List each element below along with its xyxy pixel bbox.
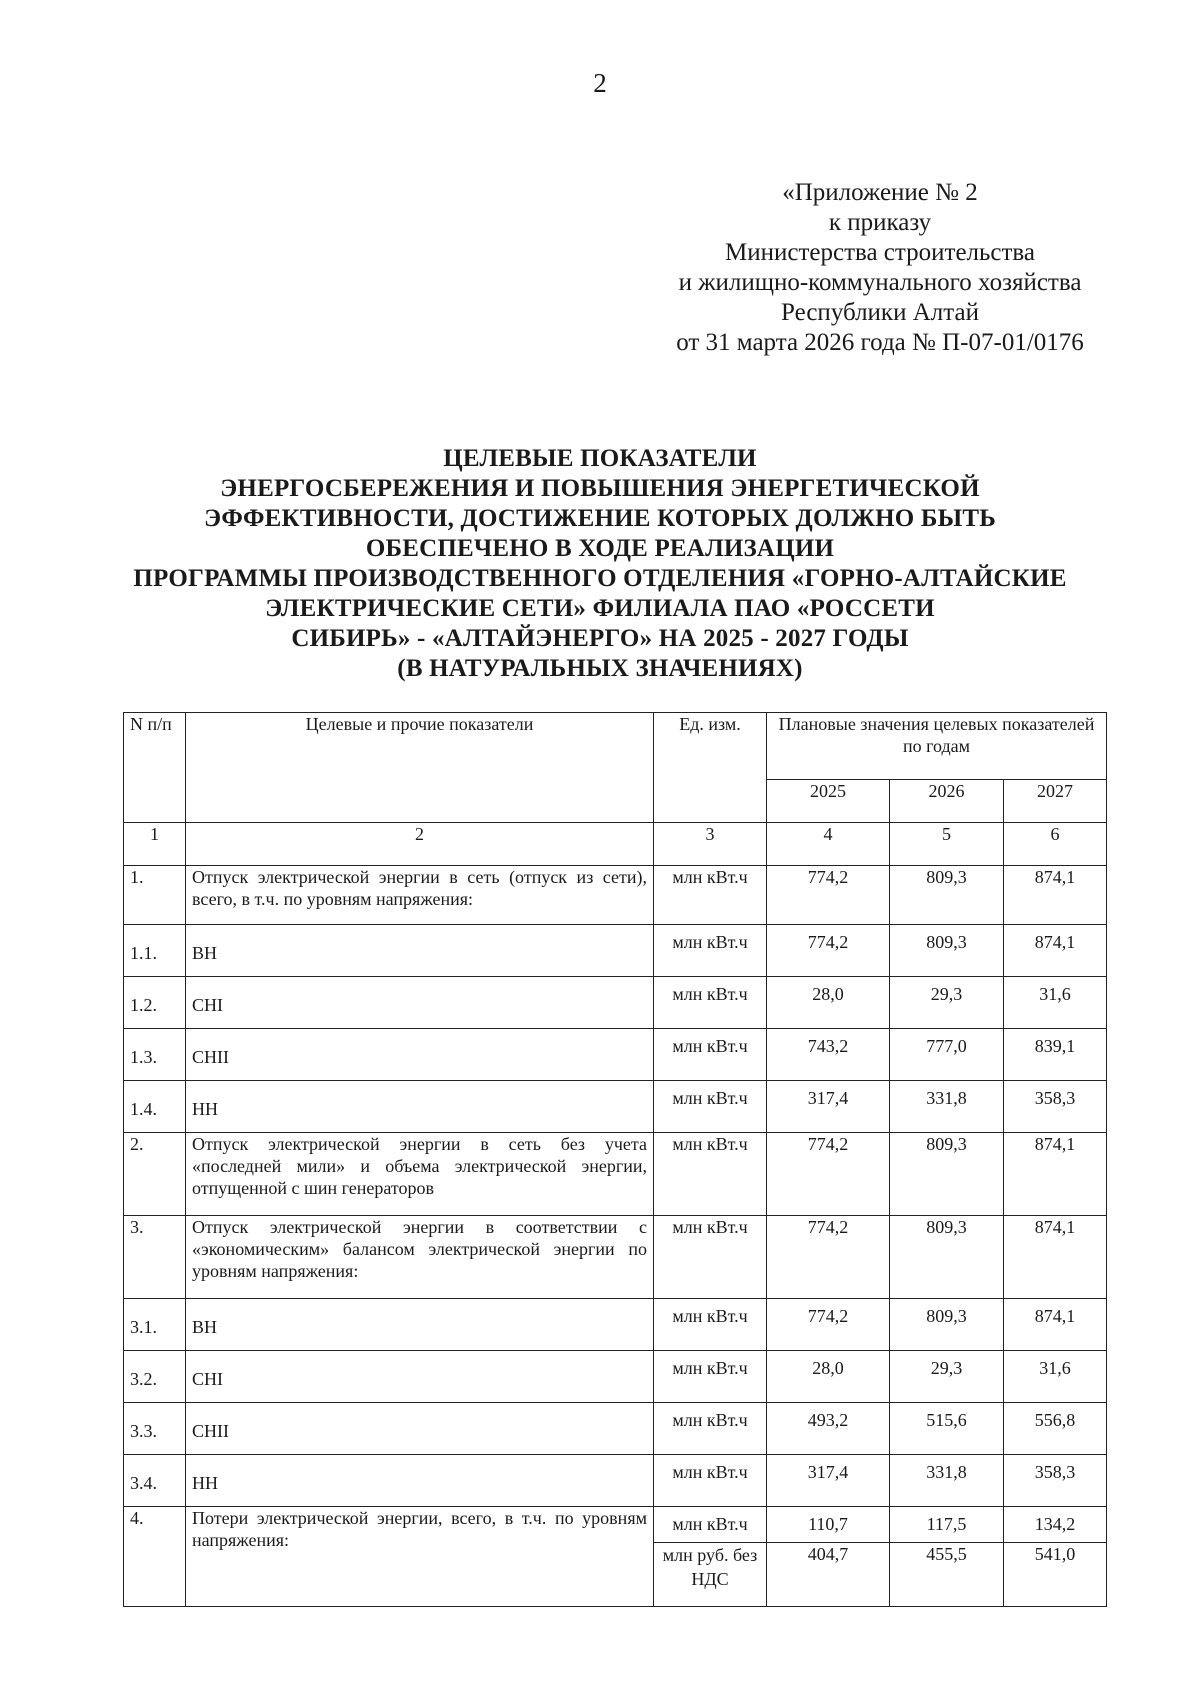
row-unit: млн кВт.ч	[654, 1507, 767, 1543]
row-indicator: СНII	[186, 1029, 654, 1081]
row-number: 2.	[124, 1133, 186, 1216]
title-line: ЦЕЛЕВЫЕ ПОКАЗАТЕЛИ	[443, 445, 757, 472]
row-indicator: НН	[186, 1081, 654, 1133]
row-number: 3.	[124, 1216, 186, 1299]
row-value-2025: 774,2	[767, 866, 890, 925]
row-value-2027: 839,1	[1004, 1029, 1107, 1081]
table-row	[124, 1455, 1107, 1507]
title-line: ЭФФЕКТИВНОСТИ, ДОСТИЖЕНИЕ КОТОРЫХ ДОЛЖНО БЫТЬ	[204, 505, 996, 532]
row-value-2026: 777,0	[890, 1029, 1004, 1081]
row-value-2025: 317,4	[767, 1455, 890, 1507]
row-unit: млн кВт.ч	[654, 1351, 767, 1403]
row-value-2026: 809,3	[890, 1299, 1004, 1351]
title-line: ЭНЕРГОСБЕРЕЖЕНИЯ И ПОВЫШЕНИЯ ЭНЕРГЕТИЧЕСКОЙ	[220, 475, 980, 502]
column-number: 4	[767, 823, 890, 866]
column-number: 1	[124, 823, 186, 866]
row-indicator: Потери электрической энергии, всего, в т.ч. по уровням напряжения:	[186, 1507, 654, 1607]
row-value-2026: 29,3	[890, 1351, 1004, 1403]
table-row	[124, 1403, 1107, 1455]
row-indicator: СНI	[186, 1351, 654, 1403]
row-value-2025: 774,2	[767, 1216, 890, 1299]
title-line: ОБЕСПЕЧЕНО В ХОДЕ РЕАЛИЗАЦИИ	[365, 535, 835, 562]
annex-line: Республики Алтай	[781, 299, 979, 326]
row-value-2025: 774,2	[767, 1133, 890, 1216]
column-number: 5	[890, 823, 1004, 866]
title-line: (В НАТУРАЛЬНЫХ ЗНАЧЕНИЯХ)	[397, 655, 803, 682]
title-line: ЭЛЕКТРИЧЕСКИЕ СЕТИ» ФИЛИАЛА ПАО «РОССЕТИ	[265, 595, 935, 622]
row-unit: млн кВт.ч	[654, 1216, 767, 1299]
header-plan-values: Плановые значения целевых показателей по годам	[767, 713, 1107, 780]
indicators-table	[123, 712, 1107, 1607]
row-indicator: Отпуск электрической энергии в сеть (отпуск из сети), всего, в т.ч. по уровням напряжения:	[186, 866, 654, 925]
row-value-2027: 556,8	[1004, 1403, 1107, 1455]
row-value-2026: 809,3	[890, 1216, 1004, 1299]
row-value-2025: 493,2	[767, 1403, 890, 1455]
row-value-2027: 874,1	[1004, 866, 1107, 925]
row-unit: млн кВт.ч	[654, 866, 767, 925]
row-value-2026: 515,6	[890, 1403, 1004, 1455]
row-unit: млн кВт.ч	[654, 1081, 767, 1133]
row-indicator: Отпуск электрической энергии в сеть без учета «последней мили» и объема электрической энергии, отпущенной с шин генераторов	[186, 1133, 654, 1216]
row-value-2027: 874,1	[1004, 1299, 1107, 1351]
annex-line: к приказу	[828, 209, 932, 236]
row-indicator: Отпуск электрической энергии в соответствии с «экономическим» балансом электрической энергии по уровням напряжения:	[186, 1216, 654, 1299]
row-number: 3.2.	[124, 1351, 186, 1403]
row-number: 1.2.	[124, 977, 186, 1029]
row-value-2026: 331,8	[890, 1455, 1004, 1507]
row-number: 3.3.	[124, 1403, 186, 1455]
row-value-2026: 809,3	[890, 866, 1004, 925]
column-number: 3	[654, 823, 767, 866]
row-unit-rub: млн руб. без НДС	[654, 1543, 767, 1607]
row-value-2025: 404,7	[767, 1543, 890, 1607]
table-row	[124, 1081, 1107, 1133]
row-unit: млн кВт.ч	[654, 977, 767, 1029]
row-value-2027: 874,1	[1004, 1133, 1107, 1216]
row-value-2027: 134,2	[1004, 1507, 1107, 1543]
row-unit: млн кВт.ч	[654, 1299, 767, 1351]
row-unit: млн кВт.ч	[654, 1455, 767, 1507]
table-row	[124, 1299, 1107, 1351]
row-indicator: СНI	[186, 977, 654, 1029]
row-value-2027: 31,6	[1004, 1351, 1107, 1403]
header-unit: Ед. изм.	[654, 713, 767, 823]
row-value-2025: 110,7	[767, 1507, 890, 1543]
table-row	[124, 1029, 1107, 1081]
row-value-2025: 28,0	[767, 1351, 890, 1403]
row-unit: млн кВт.ч	[654, 1029, 767, 1081]
row-value-2026: 455,5	[890, 1543, 1004, 1607]
annex-line: от 31 марта 2026 года № П-07-01/0176	[676, 329, 1084, 356]
header-year: 2025	[767, 780, 890, 823]
row-unit: млн кВт.ч	[654, 1133, 767, 1216]
row-unit: млн кВт.ч	[654, 925, 767, 977]
annex-header	[560, 178, 1200, 358]
row-value-2025: 28,0	[767, 977, 890, 1029]
annex-line: Министерства строительства	[724, 239, 1036, 266]
table-row	[124, 866, 1107, 925]
row-number: 1.1.	[124, 925, 186, 977]
row-indicator: ВН	[186, 925, 654, 977]
header-n: N п/п	[124, 713, 186, 823]
header-indicator: Целевые и прочие показатели	[186, 713, 654, 823]
header-year: 2027	[1004, 780, 1107, 823]
row-value-2025: 743,2	[767, 1029, 890, 1081]
row-value-2027: 358,3	[1004, 1081, 1107, 1133]
annex-line: «Приложение № 2	[782, 179, 978, 206]
table-row	[124, 977, 1107, 1029]
row-indicator: НН	[186, 1455, 654, 1507]
row-value-2025: 774,2	[767, 1299, 890, 1351]
title-line: ПРОГРАММЫ ПРОИЗВОДСТВЕННОГО ОТДЕЛЕНИЯ «ГОРНО-АЛТАЙСКИЕ	[133, 565, 1067, 592]
table-row	[124, 1133, 1107, 1216]
table-row	[124, 1351, 1107, 1403]
row-value-2026: 117,5	[890, 1507, 1004, 1543]
table-row	[124, 1507, 1107, 1543]
row-value-2027: 541,0	[1004, 1543, 1107, 1607]
document-title	[100, 444, 1100, 684]
row-value-2025: 774,2	[767, 925, 890, 977]
row-value-2026: 809,3	[890, 1133, 1004, 1216]
row-number: 1.3.	[124, 1029, 186, 1081]
row-unit: млн кВт.ч	[654, 1403, 767, 1455]
header-year: 2026	[890, 780, 1004, 823]
row-number: 4.	[124, 1507, 186, 1607]
column-number: 2	[186, 823, 654, 866]
row-value-2026: 809,3	[890, 925, 1004, 977]
row-number: 3.4.	[124, 1455, 186, 1507]
column-number: 6	[1004, 823, 1107, 866]
row-value-2027: 874,1	[1004, 1216, 1107, 1299]
row-indicator: ВН	[186, 1299, 654, 1351]
title-line: СИБИРЬ» - «АЛТАЙЭНЕРГО» НА 2025 - 2027 ГОДЫ	[291, 625, 909, 652]
annex-line: и жилищно-коммунального хозяйства	[678, 269, 1082, 296]
row-number: 1.4.	[124, 1081, 186, 1133]
row-value-2025: 317,4	[767, 1081, 890, 1133]
row-number: 1.	[124, 866, 186, 925]
row-value-2027: 358,3	[1004, 1455, 1107, 1507]
page-number: 2	[593, 68, 607, 98]
table-row	[124, 1216, 1107, 1299]
table-row	[124, 925, 1107, 977]
row-value-2026: 29,3	[890, 977, 1004, 1029]
row-value-2026: 331,8	[890, 1081, 1004, 1133]
row-indicator: СНII	[186, 1403, 654, 1455]
row-number: 3.1.	[124, 1299, 186, 1351]
row-value-2027: 31,6	[1004, 977, 1107, 1029]
row-value-2027: 874,1	[1004, 925, 1107, 977]
